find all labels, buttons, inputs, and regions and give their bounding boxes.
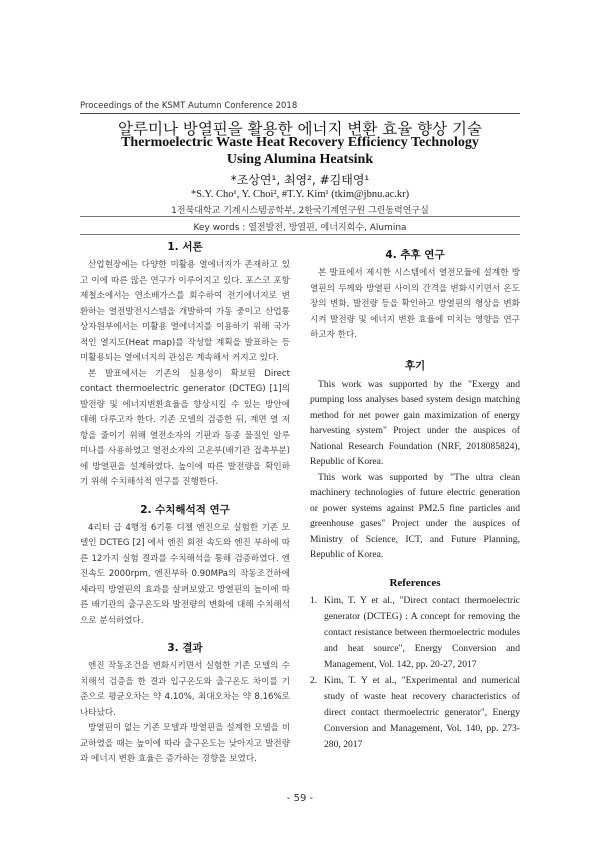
keywords: Key words : 열전발전, 방열핀, 에너지회수, Alumina [193,223,407,233]
section-2-paragraph-1: 4리터 급 4행정 6기통 디젤 엔진으로 실험한 기존 모델인 DCTEG [2] 에서 엔진 회전 속도와 엔진 부하에 따른 12가지 실험 결과를 수치해석을 통해 검증하였다. 엔진속도 2000rpm, 엔진부하 0.90MPa의 작동조건하에 세라믹 방열핀의 효과를 살펴보았고 방열핀의 높이에 따른 배기관의 출구온도와 발전량의 변화에 대해 수치해석으로 분석하였다. [80,522,290,626]
section-1-paragraph-2: 본 발표에서는 기존의 실용성이 확보된 Direct contact thermoelectric generator (DCTEG) [1]의 발전량 및 에너지변환효율을 향상시킬 수 있는 방안에 대해 다루고자 한다. 기존 모델의 검증한 뒤, 계면 열 저항을 줄이기 위해 열전소자의 기판과 동종 물질인 알루미나를 사용하였고 열전소자의 고온부(배기관 접촉부분)에 방열핀을 설계하였다. 높이에 따른 발전량을 확인하기 위해 수치해석적 연구를 진행한다. [80,368,290,487]
section-3-paragraph-2: 방열핀이 없는 기존 모델과 방열핀을 설계한 모델을 비교하였을 때는 높이에 따라 출구온도는 낮아지고 발전량과 에너지 변환 효율은 증가하는 경향을 보였다. [80,723,290,764]
header-rule [80,113,520,114]
section-2-title: 2. 수치해석적 연구 [140,503,230,516]
affiliation: 1전북대학교 기계시스템공학부, 2한국기계연구원 그린동력연구실 [171,206,429,216]
references-title: References [389,576,441,589]
reference-item [310,673,520,753]
proceedings-header: Proceedings of the KSMT Autumn Conference 2018 [80,101,298,111]
reference-number: 2. [310,674,318,686]
title-english-line1: Thermoelectric Waste Heat Recovery Efficiency Technology [121,135,479,150]
section-4-title: 4. 추후 연구 [385,249,445,261]
reference-text: Kim, T. Y et al., "Experimental and numerical study of waste heat recovery characteristics of direct contact thermoelectric generator", Energy Conversion and Management, Vol. 140, pp. 273-280, 2017 [324,674,520,750]
right-column [310,247,520,753]
acknowledgement-title: 후기 [404,359,426,372]
authors-english: *S.Y. Cho¹, Y. Choi², #T.Y. Kim¹ (tkim@jbnu.ac.kr) [190,189,410,200]
keywords-rule-bottom [80,234,520,235]
reference-item [310,593,520,673]
title-korean: 알루미나 방열핀을 활용한 에너지 변환 효율 향상 기술 [118,120,482,138]
reference-number: 1. [310,594,318,606]
reference-text: Kim, T. Y et al., "Direct contact thermoelectric generator (DCTEG) : A concept for removing the contact resistance between thermoelectric modules and heat source", Energy Conversion and Management, Vol. 142, pp. 20-27, 2017 [324,594,520,670]
section-4-paragraph-1: 본 발표에서 제시한 시스템에서 열전모듈에 설계한 방열핀의 두께와 방열핀 사이의 간격을 변화시키면서 온도장의 변화, 발전량 등을 확인하고 방열핀의 형상을 변화시켜 발전량 및 에너지 변환 효율에 미치는 영향을 연구하고자 한다. [310,268,520,340]
acknowledgement-paragraph-2: This work was supported by "The ultra clean machinery technologies of future electric generation or power systems against PM2.5 fine particles and greenhouse gases" Project under the auspices of Ministry of Science, ICT, and Future Planning, Republic of Korea. [310,471,520,560]
section-3-paragraph-1: 엔진 작동조건을 변화시키면서 실험한 기존 모델의 수치해석 검증을 한 결과 입구온도와 출구온도 차이를 기준으로 평균오차는 약 4.10%, 최대오차는 약 8.16%로 나타났다. [80,661,290,718]
acknowledgement-paragraph-1: This work was supported by the "Exergy and pumping loss analyses based system design matching method for net power gain maximization of energy harvesting system" Project under the auspices of National Research Foundation (NRF, 2018085824), Republic of Korea. [310,378,520,467]
section-1-paragraph-1: 산업현장에는 다양한 미활용 열에너지가 존재하고 있고 이에 따른 많은 연구가 이루어지고 있다. 포스코 포항 제철소에서는 연소배가스를 회수하여 전기에너지로 변환하는 열전발전시스템을 개발하여 가동 중이고 산업통상자원부에서는 미활용 열에너지를 이용하기 위해 국가적인 열지도(Heat map)를 작성할 계획을 발표하는 등 미활용되는 열에너지의 관심은 계속해서 커지고 있다. [80,260,290,363]
section-3-title: 3. 결과 [167,642,203,654]
section-1-title: 1. 서론 [167,241,203,253]
left-column [80,239,290,768]
keywords-rule-top [80,216,520,217]
references-list [310,593,520,753]
page-number: - 59 - [286,793,314,804]
title-english-line2: Using Alumina Heatsink [226,152,374,167]
authors-korean: *조상연¹, 최영², #김태영¹ [230,173,370,187]
